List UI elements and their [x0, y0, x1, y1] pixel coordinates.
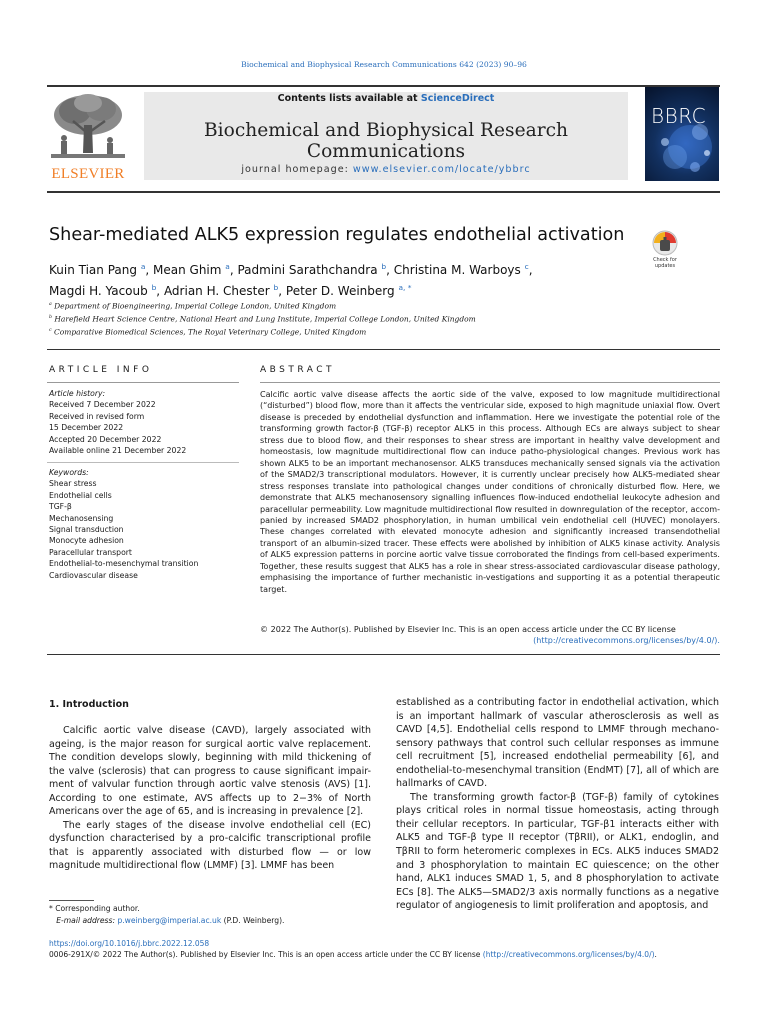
abstract-rule: [260, 382, 720, 383]
corresponding-author-note: * Corresponding author.: [49, 904, 140, 913]
keyword-item: Signal transduction: [49, 525, 124, 535]
abstract-heading: ABSTRACT: [260, 365, 336, 375]
footnote: [49, 903, 284, 926]
masthead-rule-top: [47, 85, 720, 87]
abstract-license: © 2022 The Author(s). Published by Elsevier Inc. This is an open access article under the CC BY license: [260, 625, 676, 634]
author-list: [49, 258, 619, 300]
contents-prefix: Contents lists available at: [277, 93, 421, 104]
keywords: [49, 467, 198, 581]
issn-text: 0006-291X/© 2022 The Author(s). Published by Elsevier Inc. This is an open access article under the CC BY license: [49, 950, 483, 959]
license-link[interactable]: (http://creativecommons.org/licenses/by/4.0/).: [533, 636, 720, 645]
section-divider: [47, 349, 720, 350]
homepage-line: [144, 164, 628, 175]
affiliation-text: Comparative Biomedical Sciences, The Royal Veterinary College, United Kingdom: [54, 327, 367, 337]
author-line-1: Kuin Tian Pang $^a$, Mean Ghim $^a$, Padmini Sarathchandra $^b$, Christina M. Warboys $^c$,: [49, 262, 533, 277]
author-name[interactable]: Peter D. Weinberg: [285, 284, 395, 298]
running-head[interactable]: Biochemical and Biophysical Research Communications 642 (2023) 90–96: [241, 60, 527, 69]
affiliations: [49, 299, 476, 338]
author-affil-sup[interactable]: b: [151, 283, 157, 292]
abstract-body: Calcific aortic valve disease affects the aortic side of the valve, exposed to low magnitude multidirectional (“disturbed”) blood flow, more than it affects the ventricular side, exposed to high magnitude uniaxial flow. Overt disease is preceded by endothelial dysfunction and inflammation. Here we investigate the potential role of the transforming growth factor-β (TGF-β) receptor ALK5 in this process. Although ECs are always subject to shear stress due to blood flow, and their responses to shear stress are important in healthy valve development and homeostasis, low magnitude multidirectional flow can induce patho-physiological changes. Previous work has shown ALK5 to be an important mechanosensor. ALK5 transduces mechanically sensed signals via the activation of the SMAD2/3 transcriptional modulators. However, it is currently unclear precisely how ALK5-mediated shear stress responses translate into pathological changes under conditions of chronically disturbed flow. Here, we demonstrate that ALK5 mechanosensory signalling influences flow-induced endothelial leukocyte adhesion and paracellular permeability. Low magnitude multidirectional flow resulted in downregulation of the receptor, accom-panied by increased SMAD2 phosphorylation, in human umbilical vein endothelial cell (HUVEC) monolayers. These changes correlated with elevated monocyte adhesion and significantly increased transendothelial transport of an albumin-sized tracer. These effects were abolished by inhibition of ALK5 kinase activity. Analysis of ALK5 expression patterns in porcine aortic valve tissue corroborated the findings from cell-based experiments. Together, these results suggest that ALK5 has a role in shear stress-associated cardiovascular disease pathology, emphasising the importance of further mechanistic in-vestigations and supporting it as a potential therapeutic target.: [260, 390, 720, 594]
article-info-heading: ARTICLE INFO: [49, 365, 153, 375]
author-affil-sup[interactable]: c: [524, 262, 529, 271]
keywords-rule: [47, 462, 239, 463]
section-heading-introduction: 1. Introduction: [49, 699, 129, 710]
history-item: 15 December 2022: [49, 423, 124, 433]
keyword-item: Mechanosensing: [49, 513, 114, 523]
issn-end: .: [654, 950, 657, 959]
author-affil-sup[interactable]: b: [381, 262, 387, 271]
body-column-left: [49, 724, 371, 873]
sciencedirect-link[interactable]: ScienceDirect: [420, 93, 495, 104]
affiliation-item: [49, 312, 476, 325]
svg-text:Check for: Check for: [653, 257, 677, 263]
author-name[interactable]: Kuin Tian Pang: [49, 263, 137, 277]
author-name[interactable]: Magdi H. Yacoub: [49, 284, 148, 298]
author-name[interactable]: Christina M. Warboys: [393, 263, 521, 277]
journal-name[interactable]: Biochemical and Biophysical Research Communications: [204, 120, 568, 162]
email-line: [49, 915, 284, 927]
affiliation-item: [49, 299, 476, 312]
keyword-item: Cardiovascular disease: [49, 570, 138, 580]
author-line-2: Magdi H. Yacoub $^b$, Adrian H. Chester $^b$, Peter D. Weinberg $^{a, *}$: [49, 283, 412, 298]
email-label: E-mail address:: [56, 915, 118, 925]
keywords-label: Keywords:: [49, 468, 89, 477]
history-item: Available online 21 December 2022: [49, 446, 187, 456]
footer-license-link[interactable]: (http://creativecommons.org/licenses/by/4.0/): [482, 950, 655, 959]
keyword-item: Endothelial cells: [49, 490, 112, 500]
author-affil-sup[interactable]: a, *: [398, 283, 412, 292]
history-item: Accepted 20 December 2022: [49, 434, 162, 444]
footnote-rule: [49, 900, 94, 901]
paragraph: The early stages of the disease involve endothelial cell (EC) dysfunction characterised by a pro-calcific transcriptional profile that is apparently associated with disturbed flow — or low magnitude multidirectional flow (LMMF) [3]. LMMF has been: [49, 819, 371, 872]
paragraph: Calcific aortic valve disease (CAVD), largely associated with ageing, is the major reason for surgical aortic valve replacement. The condition develops slowly, beginning with mild thickening of the valve (sclerosis) that can progress to cause significant impair-ment of valvular function through aortic valve stenosis (AVS) [1]. According to one estimate, AVS affects up to 2−3% of North Americans over the age of 65, and is increasing in prevalence [2].: [49, 725, 371, 818]
check-for-updates-badge[interactable]: [645, 228, 685, 268]
doi-link[interactable]: https://doi.org/10.1016/j.bbrc.2022.12.058: [49, 939, 210, 948]
cover-art-icon: [645, 87, 719, 181]
affiliation-key: a: [49, 302, 52, 307]
keyword-item: Monocyte adhesion: [49, 536, 124, 546]
crossmark-icon: [645, 228, 685, 268]
keyword-item: Shear stress: [49, 479, 97, 489]
affiliation-item: [49, 325, 476, 338]
email-link[interactable]: p.weinberg@imperial.ac.uk: [117, 915, 222, 925]
article-history: [49, 388, 186, 456]
elsevier-tree-icon: [47, 91, 129, 181]
keyword-item: Paracellular transport: [49, 547, 132, 557]
journal-cover-image[interactable]: [645, 87, 719, 181]
article-title: Shear-mediated ALK5 expression regulates endothelial activation: [49, 225, 625, 245]
affiliation-key: c: [49, 328, 52, 333]
author-affil-sup[interactable]: a: [225, 262, 230, 271]
history-item: Received 7 December 2022: [49, 400, 156, 410]
homepage-prefix: journal homepage:: [241, 164, 353, 175]
history-label: Article history:: [49, 389, 106, 398]
issn-line: [49, 950, 749, 959]
paragraph: established as a contributing factor in endothelial activation, which is an important hallmark of vascular atherosclerosis as well as CAVD [4,5]. Endothelial cells respond to LMMF through mechano-sensory pathways that control such cellular responses as immune cell recruitment [5], increased endothelial permeability [6], and endothelial-to-mesenchymal transition (EndMT) [7], all of which are hallmarks of CAVD.: [396, 697, 719, 790]
affiliation-text: Harefield Heart Science Centre, National Heart and Lung Institute, Imperial College London, United Kingdom: [54, 314, 476, 324]
affiliation-key: b: [49, 315, 52, 320]
cover-title: BBRC: [651, 104, 707, 128]
homepage-link[interactable]: www.elsevier.com/locate/ybbrc: [352, 164, 531, 175]
author-name[interactable]: Padmini Sarathchandra: [237, 263, 378, 277]
paragraph: The transforming growth factor-β (TGF-β) family of cytokines plays critical roles in normal tissue homeostasis, acting through their cellular receptors. In particular, TGF-β1 interacts either with ALK5 and TGF-β type II receptor (TβRII), or ALK1, endoglin, and TβRII to form heteromeric complexes in ECs. ALK5 induces SMAD2 and 3 phosphorylation to maintain EC quiescence; on the other hand, ALK1 induces SMAD 1, 5, and 8 phosphorylation to activate ECs [8]. The ALK5—SMAD2/3 axis normally functions as a negative regulator of angiogenesis to limit proliferation and apoptosis, and: [396, 791, 719, 912]
masthead-rule-bottom: [47, 191, 720, 193]
abstract-license-link-line: [260, 635, 720, 646]
elsevier-logo[interactable]: [47, 91, 129, 181]
author-name[interactable]: Mean Ghim: [153, 263, 222, 277]
author-affil-sup[interactable]: a: [140, 262, 146, 271]
author-name[interactable]: Adrian H. Chester: [163, 284, 270, 298]
author-affil-sup[interactable]: b: [273, 283, 279, 292]
body-column-right: [396, 696, 719, 913]
section-divider: [47, 654, 720, 655]
article-info-rule: [47, 382, 239, 383]
history-item: Received in revised form: [49, 411, 145, 421]
svg-text:updates: updates: [654, 263, 676, 268]
email-suffix: (P.D. Weinberg).: [221, 915, 285, 925]
keyword-item: Endothelial-to-mesenchymal transition: [49, 559, 199, 569]
contents-line: [144, 93, 628, 104]
publisher-name: ELSEVIER: [51, 166, 125, 181]
keyword-item: TGF-β: [49, 502, 72, 512]
affiliation-text: Department of Bioengineering, Imperial College London, United Kingdom: [54, 301, 337, 311]
